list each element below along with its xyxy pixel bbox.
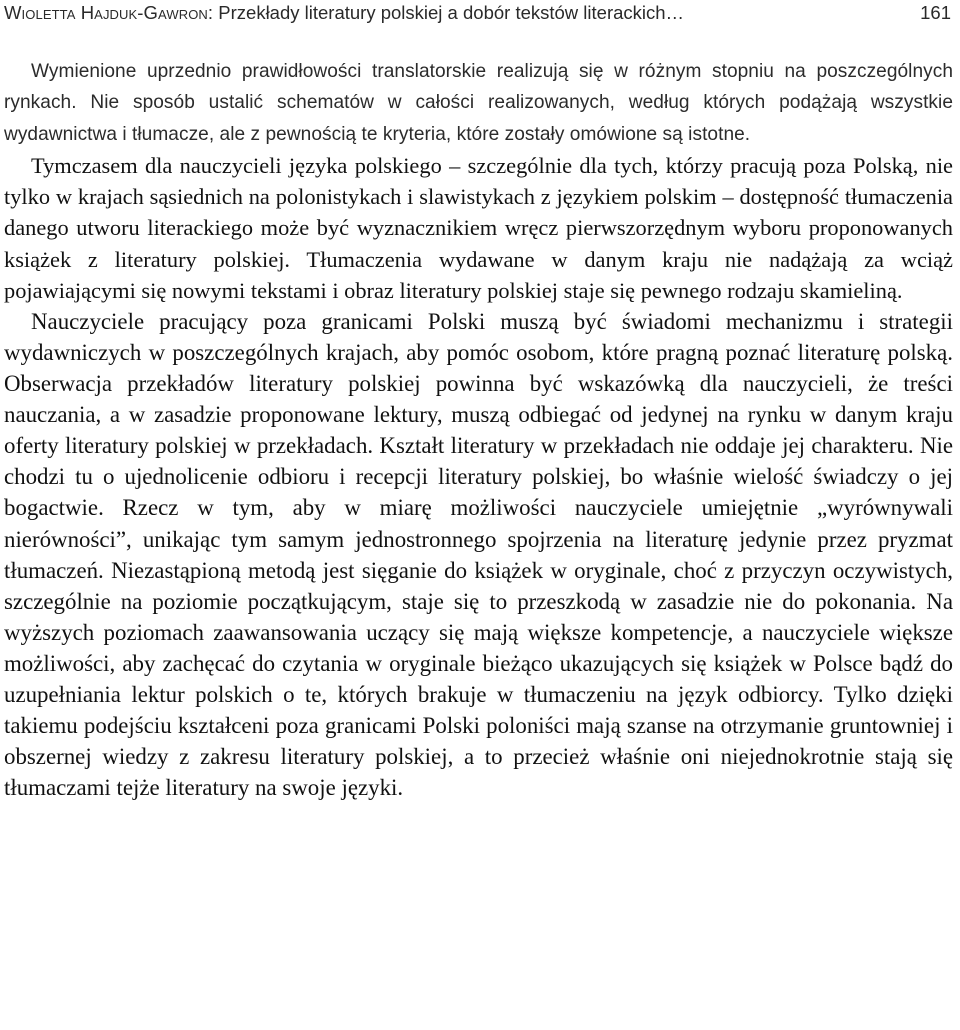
header-title: Przekłady literatury polskiej a dobór tekstów literackich… [218,2,685,23]
paragraph-2: Tymczasem dla nauczycieli języka polskiego – szczególnie dla tych, którzy pracują poza Polską, nie tylko w krajach sąsiednich na polonistykach i slawistykach z językiem polskim – dostępność tłumaczenia danego utworu literackiego może być wyznacznikiem wręcz pierwszorzędnym wyboru proponowanych książek z literatury polskiej. Tłumaczenia wydawane w danym kraju nie nadążają za wciąż pojawiającymi się nowymi tekstami i obraz literatury polskiej staje się pewnego rodzaju skamieliną. [4,152,953,303]
paragraph-1: Wymienione uprzednio prawidłowości translatorskie realizują się w różnym stopniu na poszczególnych rynkach. Nie sposób ustalić schematów w całości realizowanych, według których podążają wszystkie wydawnictwa i tłumacze, ale z pewnością te kryteria, które zostały omówione są istotne. [4,61,953,145]
header-author: Wioletta Hajduk-Gawron: [4,2,214,23]
paragraph-3: Nauczyciele pracujący poza granicami Polski muszą być świadomi mechanizmu i strategii wydawniczych w poszczególnych krajach, aby pomóc osobom, które pragną poznać literaturę polską. Obserwacja przekładów literatury polskiej powinna być wskazówką dla nauczycieli, że treści nauczania, a w zasadzie proponowane lektury, muszą odbiegać od jedynej na rynku w danym kraju oferty literatury polskiej w przekładach. Kształt literatury w przekładach nie oddaje jej charakteru. Nie chodzi tu o ujednolicenie odbioru i recepcji literatury polskiej, bo właśnie wielość świadczy o jej bogactwie. Rzecz w tym, aby w miarę możliwości nauczyciele umiejętnie „wyrównywali nierówności”, unikając tym samym jednostronnego spojrzenia na literaturę jedynie przez pryzmat tłumaczeń. Niezastąpioną metodą jest sięganie do książek w oryginale, choć z przyczyn oczywistych, szczególnie na poziomie początkującym, staje się to przeszkodą w zasadzie nie do pokonania. Na wyższych poziomach zaawansowania uczący się mają większe kompetencje, a nauczyciele większe możliwości, aby zachęcać do czytania w oryginale bieżąco ukazujących się książek w Polsce bądź do uzupełniania lektur polskich o te, których brakuje w tłumaczeniu na język odbiorcy. Tylko dzięki takiemu podejściu kształceni poza granicami Polski poloniści mają szanse na otrzymanie gruntowniej i obszernej wiedzy z zakresu literatury polskiej, a to przecież właśnie oni niejednokrotnie stają się tłumaczami tejże literatury na swoje języki. [4,308,953,801]
page-number: 161 [920,2,951,23]
running-title [4,2,684,24]
body-text [4,56,953,803]
running-header [4,0,953,38]
